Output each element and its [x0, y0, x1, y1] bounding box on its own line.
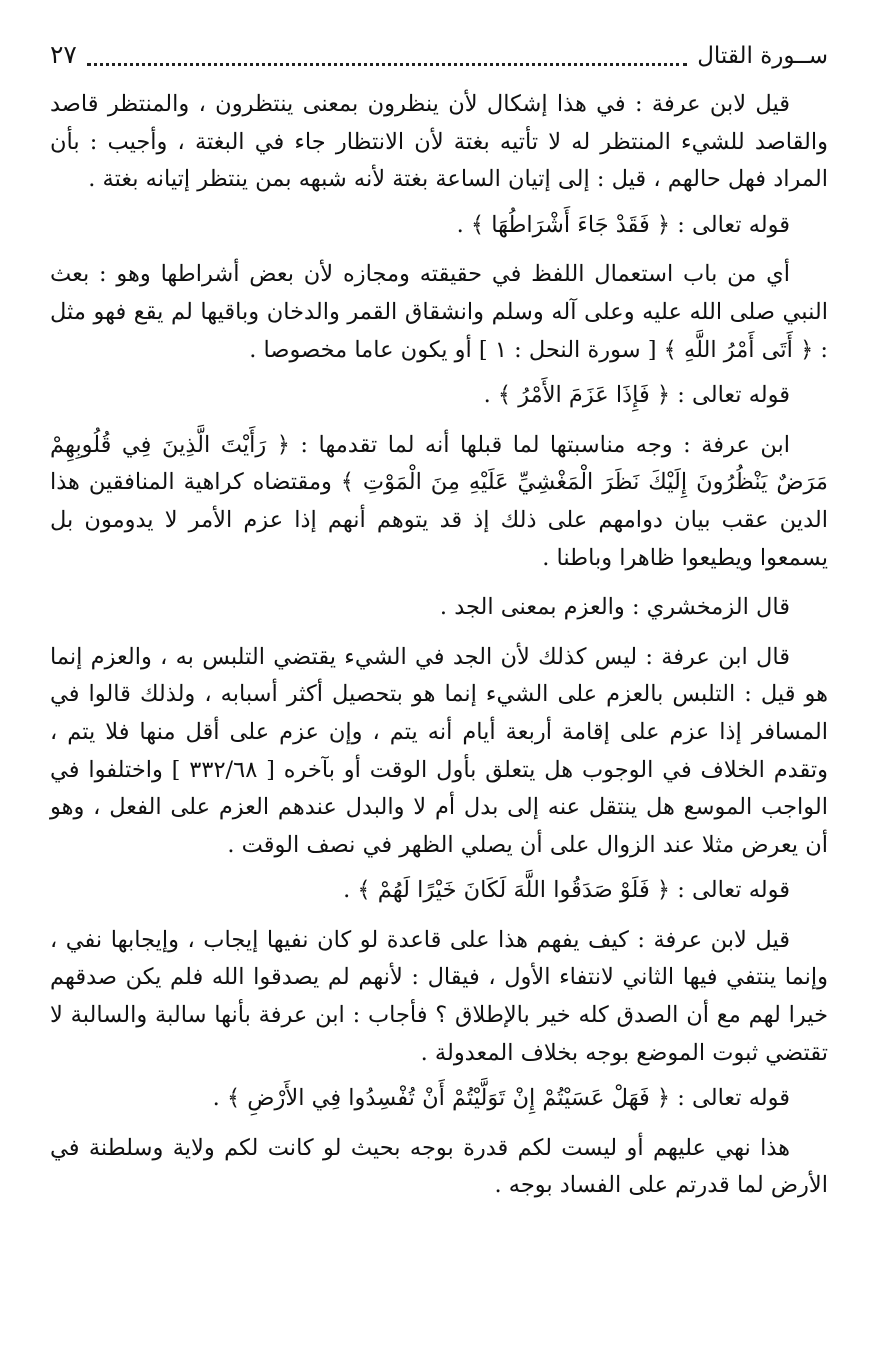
paragraph-commentary: [50, 427, 828, 577]
verse-lead: قوله تعالى :: [670, 382, 790, 409]
quran-verse: ﴿ رَأَيْتَ الَّذِينَ فِي قُلُوبِهِمْ مَرَضٌ يَنْظُرُونَ إِلَيْكَ نَظَرَ الْمَغْشِيِّ عَلَيْهِ مِنَ الْمَوْتِ ﴾: [50, 431, 828, 496]
paragraph-text: [ سورة النحل : ١ ] أو يكون عاما مخصوصا .: [249, 336, 664, 363]
paragraph-text: قيل لابن عرفة : في هذا إشكال لأن ينظرون بمعنى ينتظرون ، والمنتظر قاصد والقاصد للشيء المنتظر له لا تأتيه بغتة لأن الانتظار جاء في البغتة ، وأجيب : بأن المراد فهل حالهم ، قيل : إلى إتيان الساعة بغتة لأنه شبهه بمن ينتظر إتيانه بغتة .: [50, 91, 828, 193]
paragraph-commentary: [50, 639, 828, 865]
paragraph-commentary: [50, 256, 828, 369]
verse-heading: [50, 1080, 828, 1118]
paragraph-text: قيل لابن عرفة : كيف يفهم هذا على قاعدة لو كان نفيها إيجاب ، وإيجابها نفي ، وإنما ينتفي فيها الثاني لانتفاء الأول ، فيقال : لأنهم لم يصدقوا الله فلم يكن صدقهم خيرا لهم مع أن الصدق كله خير بالإطلاق ؟ فأجاب : ابن عرفة بأنها سالبة والسالبة لا تقتضي ثبوت الموضع بوجه بخلاف المعدولة .: [50, 926, 828, 1066]
quran-verse: ﴿ فَلَوْ صَدَقُوا اللَّهَ لَكَانَ خَيْرًا لَهُمْ ﴾: [357, 877, 671, 904]
running-header: [50, 40, 828, 86]
header-dotted-leader: [87, 63, 687, 66]
verse-heading: [50, 872, 828, 910]
paragraph-zamakhshari: [50, 589, 828, 627]
verse-lead: قوله تعالى :: [670, 211, 790, 238]
paragraph-commentary: [50, 1130, 828, 1205]
paragraph-text: قال الزمخشري : والعزم بمعنى الجد .: [439, 594, 790, 621]
verse-lead: قوله تعالى :: [670, 877, 790, 904]
page-number: ٢٧: [50, 40, 77, 69]
paragraph-commentary: [50, 922, 828, 1072]
surah-title: ســورة القتال: [697, 43, 828, 69]
verse-lead: قوله تعالى :: [670, 1085, 790, 1112]
paragraph-text: ومقتضاه كراهية المنافقين هذا الدين عقب بيان دوامهم على ذلك إذ قد يتوهم أنهم إذا عزم الأمر لا يدومون بل يسمعوا ويطيعوا ظاهرا وباطنا .: [50, 469, 828, 571]
verse-tail: .: [343, 877, 358, 904]
quran-verse: ﴿ فَقَدْ جَاءَ أَشْرَاطُهَا ﴾: [470, 211, 671, 238]
paragraph-text: أي من باب استعمال اللفظ في حقيقته ومجازه لأن بعض أشراطها وهو : بعث النبي صلى الله عليه وعلى آله وسلم وانشقاق القمر والدخان وباقيها لم يقع فهو مثل :: [50, 261, 828, 363]
quran-verse: ﴿ أَتَى أَمْرُ اللَّهِ ﴾: [663, 336, 814, 363]
paragraph-ibn-arafa-question: [50, 86, 828, 199]
quran-verse: ﴿ فَهَلْ عَسَيْتُمْ إِنْ تَوَلَّيْتُمْ أَنْ تُفْسِدُوا فِي الأَرْضِ ﴾: [226, 1085, 671, 1112]
paragraph-text: هذا نهي عليهم أو ليست لكم قدرة بوجه بحيث لو كانت لكم ولاية وسلطنة في الأرض لما قدرتم على الفساد بوجه .: [50, 1134, 828, 1199]
verse-heading: [50, 377, 828, 415]
verse-heading: [50, 207, 828, 245]
verse-tail: .: [483, 382, 498, 409]
verse-tail: .: [212, 1085, 227, 1112]
paragraph-text: ابن عرفة : وجه مناسبتها لما قبلها أنه لما تقدمها :: [289, 431, 790, 458]
verse-tail: .: [456, 211, 471, 238]
paragraph-text: قال ابن عرفة : ليس كذلك لأن الجد في الشيء يقتضي التلبس به ، والعزم إنما هو قيل : التلبس بالعزم على الشيء إنما هو بتحصيل أكثر أسبابه ، ولذلك قالوا في المسافر إذا عزم على إقامة أربعة أيام أنه يتم ، وإن عزم على أقل منها فلا يتم ، وتقدم الخلاف في الوجوب هل يتعلق بأول الوقت أو بآخره [ ٣٣٢/٦٨ ] واختلفوا في الواجب الموسع هل ينتقل عنه إلى بدل أم لا والبدل عندهم العزم على الفعل ، وهو أن يعرض مثلا عند الزوال على أن يصلي الظهر في نصف الوقت .: [50, 643, 828, 858]
quran-verse: ﴿ فَإِذَا عَزَمَ الأَمْرُ ﴾: [497, 382, 671, 409]
